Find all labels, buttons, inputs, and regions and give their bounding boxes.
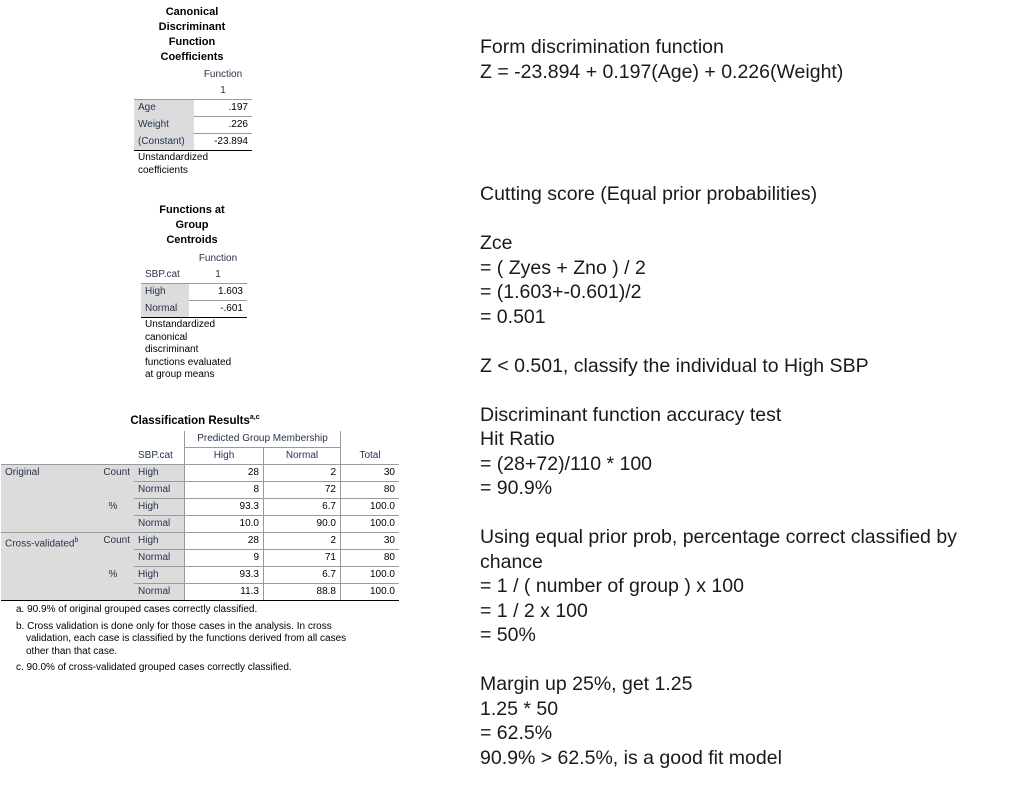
note-line: 90.9% > 62.5%, is a good fit model bbox=[480, 746, 782, 769]
centroids-footnote: Unstandardized canonical discriminant functions evaluated at group means bbox=[145, 319, 232, 380]
note-line bbox=[480, 133, 1020, 158]
table-row: % High 93.3 6.7 100.0 bbox=[1, 499, 399, 516]
note-line bbox=[480, 109, 1020, 134]
centroids-table: Function SBP.cat 1 High 1.603 Normal -.601 bbox=[141, 251, 247, 318]
table-row: Weight .226 bbox=[134, 117, 252, 134]
note-line bbox=[480, 84, 1020, 109]
note-line bbox=[480, 158, 1020, 183]
note-line: = (1.603+-0.601)/2 bbox=[480, 281, 642, 303]
table-row: High 1.603 bbox=[141, 284, 247, 301]
note-line: = (28+72)/110 * 100 bbox=[480, 452, 653, 475]
note-line: = 1 / 2 x 100 bbox=[480, 599, 588, 622]
note-line bbox=[480, 207, 1020, 232]
table-row: % High 93.3 6.7 100.0 bbox=[1, 567, 399, 584]
table-row: Normal 11.3 88.8 100.0 bbox=[1, 584, 399, 601]
note-line: Using equal prior prob, percentage correct classified by bbox=[480, 526, 957, 548]
classification-table: Predicted Group Membership SBP.cat High Normal Total Original Count High 28 2 30 Normal 8 72 80 % High 93.3 6.7 100.0 Normal 10.0 90.0 100.0 Cross-validated$^b$ Count High 28 2 30 Normal 9 71 80 % High 93.3 6.7 100.0 Normal 11.3 88.8 100.0 bbox=[1, 431, 399, 601]
centroids-title: Functions at Group Centroids bbox=[159, 204, 225, 246]
note-line bbox=[480, 648, 1020, 673]
table-row: (Constant) -23.894 bbox=[134, 134, 252, 151]
note-line: Cutting score (Equal prior probabilities) bbox=[480, 183, 818, 205]
table-row: Normal -.601 bbox=[141, 301, 247, 318]
note-line: Hit Ratio bbox=[480, 428, 555, 450]
note-line: Z < 0.501, classify the individual to High SBP bbox=[480, 354, 869, 377]
note-line: 1.25 * 50 bbox=[480, 697, 559, 720]
note-line: = 90.9% bbox=[480, 477, 553, 499]
footnote-a: a. 90.9% of original grouped cases correctly classified. bbox=[16, 604, 258, 615]
coefficients-title: Canonical Discriminant Function Coefficients bbox=[158, 6, 226, 63]
note-line: Margin up 25%, get 1.25 bbox=[480, 673, 693, 695]
footnote-c: c. 90.0% of cross-validated grouped cases correctly classified. bbox=[16, 662, 292, 673]
note-line: chance bbox=[480, 550, 543, 573]
coefficients-footnote: Unstandardized coefficients bbox=[138, 152, 209, 176]
note-line bbox=[480, 378, 1020, 403]
table-row: Age .197 bbox=[134, 100, 252, 117]
table-row: Normal 9 71 80 bbox=[1, 550, 399, 567]
table-row: Normal 8 72 80 bbox=[1, 482, 399, 499]
analysis-notes bbox=[480, 35, 1020, 770]
coefficients-table: Function 1 Age .197 Weight .226 (Constant) -23.894 bbox=[134, 67, 252, 151]
note-line: = 62.5% bbox=[480, 722, 553, 744]
note-line: Discriminant function accuracy test bbox=[480, 403, 782, 426]
note-line: = 0.501 bbox=[480, 305, 546, 328]
note-line: = 50% bbox=[480, 624, 536, 646]
table-row: Cross-validated$^b$ Count High 28 2 30 bbox=[1, 533, 399, 550]
classification-footnotes bbox=[16, 604, 396, 675]
classification-title: Classification Results$^{a,c}$ bbox=[130, 414, 260, 427]
note-line: Form discrimination function bbox=[480, 36, 724, 58]
footnote-b: b. Cross validation is done only for those cases in the analysis. In cross validation, each case is classified by the functions derived from all cases other than that case. bbox=[16, 620, 347, 657]
table-row: Normal 10.0 90.0 100.0 bbox=[1, 516, 399, 533]
note-line bbox=[480, 329, 1020, 354]
note-line: = ( Zyes + Zno ) / 2 bbox=[480, 256, 646, 279]
table-row: Original Count High 28 2 30 bbox=[1, 465, 399, 482]
note-line: Zce bbox=[480, 232, 513, 254]
note-line: Z = -23.894 + 0.197(Age) + 0.226(Weight) bbox=[480, 60, 844, 83]
note-line: = 1 / ( number of group ) x 100 bbox=[480, 575, 744, 597]
note-line bbox=[480, 501, 1020, 526]
